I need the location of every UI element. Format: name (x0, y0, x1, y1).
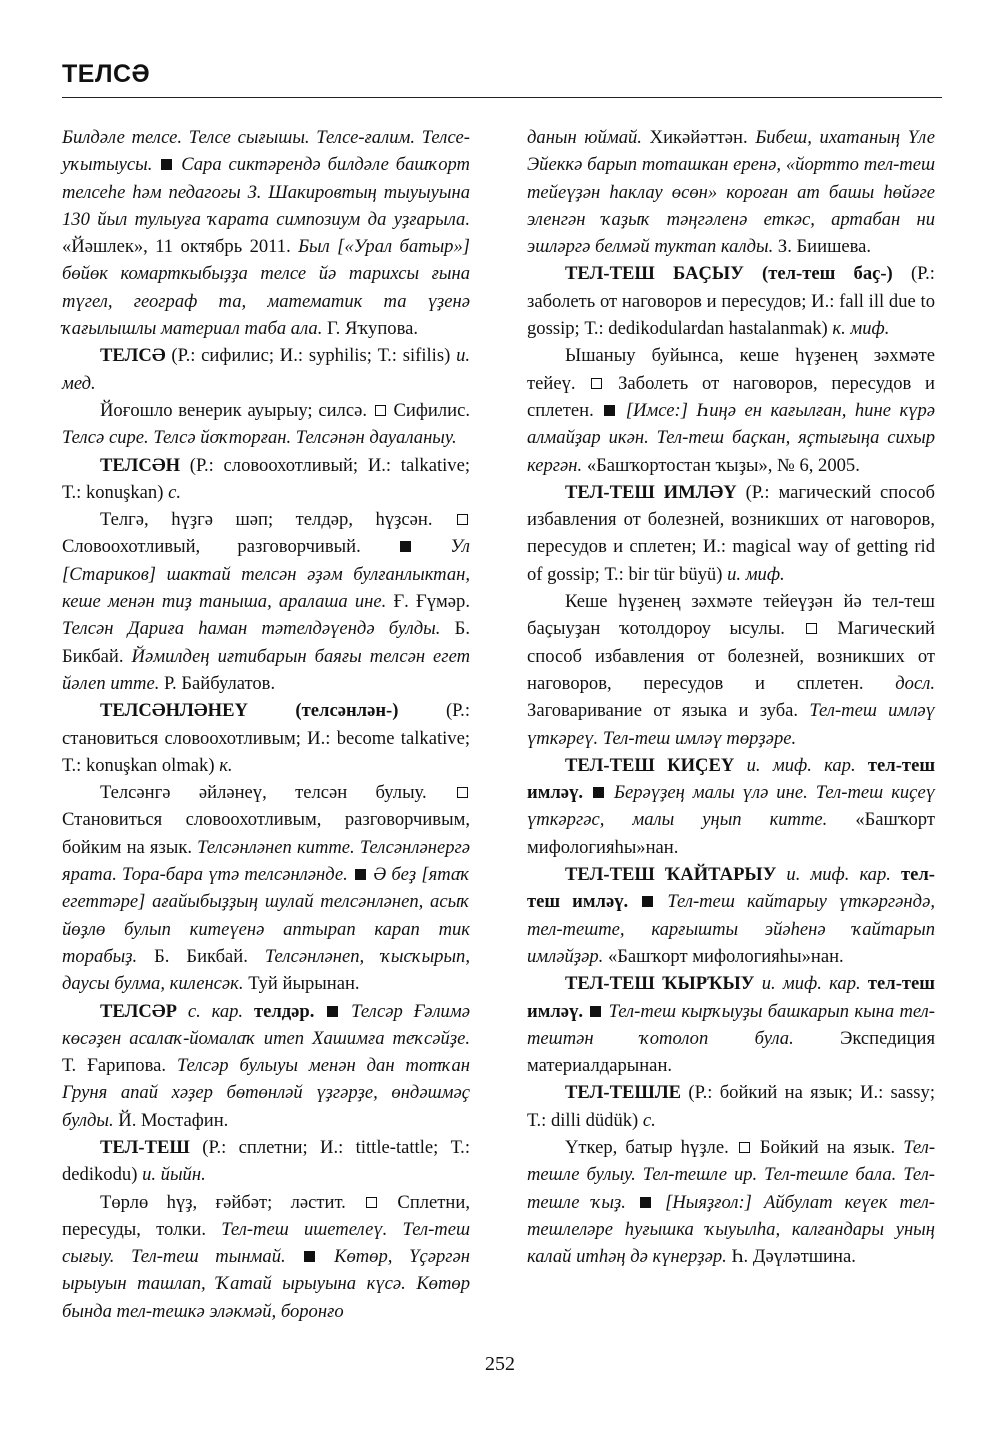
citation-marker-icon (642, 896, 653, 907)
citation-marker-icon (604, 405, 615, 416)
citation-marker-icon (400, 541, 411, 552)
example-text: [Имсе:] Һиңә ен кағылған, һине күрә алмайҙар икән. Тел-теш баҫкан, яҫтығыңа сихыр кергән. (527, 399, 935, 476)
headword: ТЕЛ-ТЕШЛЕ (565, 1082, 682, 1104)
source-text: Г. Яҡупова. (327, 318, 419, 340)
translations: (Р.: заболеть от наговоров и пересудов; И.: fall ill due to gossip; Т.: dedikodulardan hastalanmak) (527, 263, 935, 340)
source-text: Б. Бикбай. (154, 945, 248, 967)
entry-headword-line (527, 260, 935, 342)
entry-headword-line (527, 479, 935, 588)
entry-text (62, 124, 470, 342)
definition-text: Ышаныу буйынса, кеше һүҙенең зәхмәте тейеү. (527, 345, 935, 394)
source-text: Һ. Дәүләтшина. (731, 1246, 856, 1268)
source-text: Р. Байбулатов. (164, 672, 276, 694)
source-text: «Башҡорт мифологияһы»нан. (607, 945, 844, 967)
citation-marker-icon (593, 787, 604, 798)
entry-definition (527, 1134, 935, 1270)
translation-marker-icon (366, 1197, 377, 1208)
example-text: Тел-теш имләү үткәреү. Тел-теш имләү төрҙәре. (527, 700, 935, 749)
translations: (Р.: бойкий на язык; И.: sassy; Т.: dilli düdük) (527, 1082, 935, 1131)
example-text: Телсәнләнеп китте. Телсәнләнергә ярата. Тора-бара үтә телсәнләнде. (62, 836, 471, 886)
example-text: Ул [Стариков] шактай телсән әҙәм булғанлыктан, кеше менән тиҙ таныша, аралаша ине. (62, 536, 471, 613)
example-text: [Ныяҙғол:] Айбулат кеүек тел-тешлеләре һуғышка ҡыуылһа, калғандары уның калай итһәң дә күнерҙәр. (527, 1191, 935, 1268)
translation-text: Магический способ избавления от болезней, возникших от наговоров, пересудов и сплетен. (527, 618, 935, 694)
headword: ТЕЛ-ТЕШ ҠАЙТАРЫУ (565, 864, 777, 886)
definition-text: Телсәнгә әйләнеү, телсән булыу. (100, 782, 427, 804)
entry-headword-line (62, 998, 470, 1134)
source-text: Б. Бикбай. (62, 618, 470, 667)
example-text: Тел-тешле булыу. Тел-тешле ир. Тел-тешле бала. Тел-тешле ҡыҙ. (527, 1136, 936, 1213)
example-text: Телсән Дариға һаман тәтелдәүендә булды. (62, 618, 441, 640)
headword: ТЕЛ-ТЕШ БАҪЫУ (тел-теш баҫ-) (565, 263, 893, 285)
example-text: Берәүҙең малы үлә ине. Тел-теш киҫеү үткәргәс, малы уңып китте. (527, 782, 935, 831)
translation-text: Заговаривание от языка и зуба. (527, 700, 799, 722)
translation-marker-icon (591, 378, 602, 389)
source-text: Туй йырынан. (248, 973, 360, 995)
example-text: Телсәр булыуы менән дан тотҡан Груня апай хәҙер бөтөнләй үҙгәрҙе, өндәшмәҫ булды. (62, 1055, 470, 1131)
definition-text: Төрлө һүҙ, ғәйбәт; ләстит. (100, 1191, 346, 1213)
translations: (Р.: магический способ избавления от болезней, возникших от наговоров, пересудов и сплетен; И.: magical way of getting rid of gossip; Т.: bir tür büyü) (527, 481, 935, 585)
translations: (Р.: становиться словоохотливым; И.: become talkative; Т.: konuşkan olmak) (62, 700, 470, 776)
citation-marker-icon (327, 1006, 338, 1017)
page-header (62, 60, 942, 89)
grammar-label: и. миф. (727, 563, 785, 585)
translations: (Р.: словоохотливый; И.: talkative; Т.: konuşkan) (62, 454, 470, 503)
grammar-label: досл. (895, 672, 935, 694)
entry-headword-line (527, 970, 935, 1079)
translation-text: Сплетни, пересуды, толки. (62, 1191, 470, 1240)
grammar-label: и. миф. кар. (746, 754, 856, 776)
entry-definition (62, 397, 470, 452)
source-text: «Йәшлек», 11 октябрь 2011. (62, 236, 291, 258)
source-text: Экспедиция материалдарынан. (527, 1027, 935, 1077)
left-column (62, 124, 470, 1325)
citation-marker-icon (355, 869, 366, 880)
example-text: Тел-теш ишетелеү. Тел-теш сығыу. Тел-теш тынмай. (62, 1218, 470, 1268)
translation-text: Бойкий на язык. (759, 1136, 896, 1158)
grammar-label: и. йыйн. (142, 1164, 206, 1186)
example-text: данын юймай. (527, 127, 642, 148)
source-text: «Башҡортостан ҡыҙы», № 6, 2005. (586, 454, 860, 476)
definition-text: Үткер, батыр һүҙле. (565, 1136, 729, 1158)
entry-headword-line (62, 342, 470, 397)
source-text: Хикәйәттән. (649, 127, 748, 148)
cross-reference: тел-теш имләү. (527, 864, 935, 913)
translation-marker-icon (739, 1142, 750, 1153)
translations: (Р.: сплетни; И.: tittle-tattle; Т.: dedikodu) (62, 1136, 470, 1186)
entry-definition (62, 1189, 470, 1325)
grammar-label: с. кар. (187, 1000, 244, 1022)
citation-marker-icon (640, 1197, 651, 1208)
translation-marker-icon (806, 623, 817, 634)
translation-text: Сифилис. (393, 399, 470, 421)
translation-text: Становиться словоохотливым, разговорчивым, бойким на язык. (62, 809, 470, 858)
headword: ТЕЛ-ТЕШ ИМЛӘҮ (565, 481, 737, 503)
entry-definition (62, 779, 470, 997)
grammar-label: и. миф. кар. (761, 973, 861, 995)
example-text: Ә беҙ [ятаҡ егеттәре] ағайыбыҙҙың шулай телсәнләнеп, асыҡ йөҙлө булып китеүенә аптырап карап тик торабыҙ. (62, 864, 471, 967)
grammar-label: и. миф. кар. (786, 864, 891, 886)
source-text: «Башҡорт мифологияһы»нан. (527, 809, 935, 858)
definition-text: Телгә, һүҙгә шәп; телдәр, һүҙсән. (100, 509, 433, 531)
citation-marker-icon (304, 1251, 315, 1262)
entry-definition (527, 342, 935, 478)
cross-reference: тел-теш имләү. (527, 973, 935, 1022)
example-text: Тел-теш кырҡыуҙы башкарып кына тел-тештән ҡотолоп була. (527, 1000, 935, 1049)
entry-headword-line (527, 752, 935, 861)
entry-headword-line (527, 861, 935, 970)
example-text: Тел-теш кайтарыу үткәргәндә, тел-теште, карғышты эйәһенә ҡайтарып имләйҙәр. (527, 891, 935, 967)
translation-marker-icon (457, 514, 468, 525)
citation-marker-icon (590, 1006, 601, 1017)
source-text: Т. Ғарипова. (62, 1055, 167, 1077)
grammar-label: к. миф. (832, 318, 890, 340)
page-number: 252 (485, 1353, 515, 1375)
example-text: Сара сиктәрендә билдәле башҡорт телсеһе һәм педагогы З. Шакировтың тыуыуына 130 йыл тулыуға ҡарата симпозиум да уҙғарыла. (62, 154, 470, 230)
definition-text: Кеше һүҙенең зәхмәте тейеүҙән йә тел-теш баҫыуҙан ҡотолдороу ысулы. (527, 591, 935, 640)
example-text: Бибеш, ихатаның Үле Эйеккә барып тоташкан еренә, «йортто тел-теш тейеүҙән һаклау өсөн» короған ат башы һөйәге эленгән ҡаҙыҡ тәңгәленә еткәс, артабан ни эшләргә белмәй туктап калды. (527, 127, 935, 258)
headword: ТЕЛСӘНЛӘНЕҮ (телсәнлән-) (100, 700, 399, 722)
headword: ТЕЛСӘР (100, 1000, 177, 1022)
cross-reference: телдәр. (253, 1000, 315, 1022)
grammar-label: с. (168, 481, 181, 503)
headword: ТЕЛ-ТЕШ КИҪЕҮ (565, 754, 735, 776)
definition-text: Йоғошло венерик ауырыу; силсә. (100, 399, 367, 421)
example-text: Телсә сире. Телсә йоҡторған. Телсәнән дауаланыу. (62, 427, 457, 449)
entry-headword-line (62, 1134, 470, 1189)
example-text: Телсәр Ғәлимә көсәҙен асалаҡ-йомалаҡ итеп Хашимға теҡсәйҙе. (62, 1000, 470, 1049)
translation-text: Словоохотливый, разговорчивый. (62, 536, 361, 558)
grammar-label: и. мед. (62, 345, 471, 394)
entry-text (527, 124, 935, 260)
entry-headword-line (527, 1079, 935, 1134)
translation-text: Заболеть от наговоров, пересудов и сплетен. (527, 372, 935, 421)
grammar-label: к. (219, 754, 233, 776)
entry-definition (527, 588, 935, 752)
source-text: З. Биишева. (777, 236, 872, 258)
entry-definition (62, 506, 470, 697)
translations: (Р.: сифилис; И.: syphilis; Т.: sifilis) (171, 345, 451, 367)
example-text: Был [«Урал батыр»] бөйөк комарткыбыҙҙа телсе йә тарихсы ғына түгел, географ та, математик та үҙенә ҡағылышлы материал таба ала. (62, 236, 470, 340)
entry-headword-line (62, 452, 470, 507)
right-column (527, 124, 935, 1270)
example-text: Йәмилдең иғтибарын баяғы телсән егет йәлеп итте. (62, 645, 470, 694)
entry-headword-line (62, 697, 470, 779)
headword: ТЕЛСӘН (100, 454, 181, 476)
headword: ТЕЛСӘ (100, 345, 166, 367)
headword: ТЕЛ-ТЕШ (100, 1136, 190, 1158)
example-text: Билдәле телсе. Телсе сығышы. Телсе-ғалим. Телсе-уҡытыусы. (62, 127, 470, 176)
grammar-label: с. (642, 1109, 656, 1131)
citation-marker-icon (161, 159, 172, 170)
running-head: ТЕЛСӘ (62, 60, 151, 88)
source-text: Ғ. Ғүмәр. (393, 591, 470, 613)
header-rule (62, 97, 942, 98)
source-text: Й. Мостафин. (118, 1109, 229, 1131)
translation-marker-icon (375, 405, 386, 416)
translation-marker-icon (457, 787, 468, 798)
cross-reference: тел-теш имләү. (527, 754, 936, 804)
headword: ТЕЛ-ТЕШ ҠЫРҠЫУ (565, 973, 755, 995)
example-text: Телсәнләнеп, ҡысҡырып, даусы булма, киленсәк. (62, 945, 470, 995)
example-text: Көтөр, Үҫәргән ырыуын ташлап, Ҡатай ырыуына күсә. Көтөр бында тел-тешкә эләкмәй, боронғо (62, 1246, 471, 1322)
